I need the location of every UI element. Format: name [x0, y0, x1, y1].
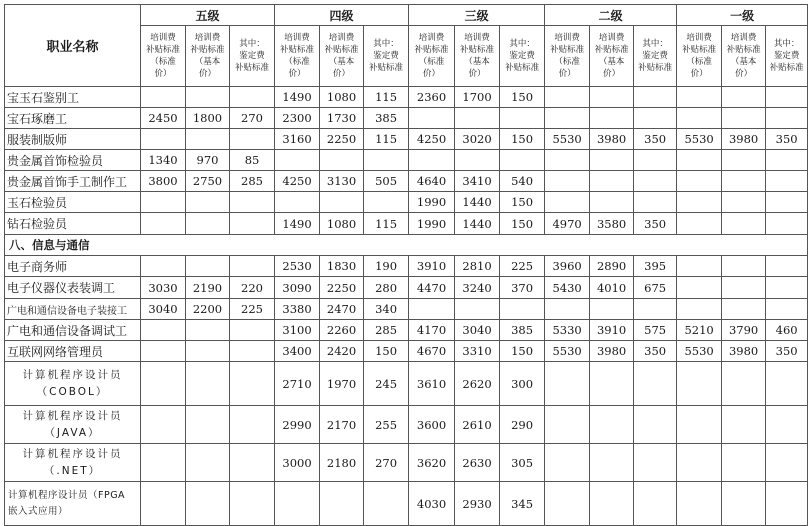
value-cell	[364, 192, 409, 213]
value-cell	[409, 108, 455, 129]
value-cell: 280	[364, 277, 409, 299]
value-cell: 150	[500, 213, 545, 235]
value-cell: 2190	[186, 277, 230, 299]
value-cell: 4250	[409, 129, 455, 150]
value-cell	[455, 108, 500, 129]
value-cell	[677, 171, 722, 192]
value-cell: 2620	[455, 362, 500, 406]
value-cell: 285	[364, 320, 409, 341]
value-cell: 395	[634, 256, 677, 277]
value-cell	[545, 150, 590, 171]
value-cell	[766, 213, 808, 235]
value-cell	[141, 320, 186, 341]
value-cell: 290	[500, 406, 545, 444]
value-cell	[230, 192, 275, 213]
value-cell: 2630	[455, 444, 500, 482]
table-row	[5, 171, 808, 192]
value-cell	[186, 362, 230, 406]
occupation-name: 计算机程序设计员 （COBOL）	[5, 362, 141, 406]
occupation-name: 广电和通信设备电子装接工	[5, 299, 141, 320]
table-row	[5, 87, 808, 108]
value-cell	[141, 213, 186, 235]
value-cell: 2200	[186, 299, 230, 320]
value-cell	[634, 299, 677, 320]
header-row-levels	[5, 5, 808, 26]
value-cell	[186, 444, 230, 482]
value-cell	[634, 87, 677, 108]
table-row	[5, 320, 808, 341]
value-cell: 5530	[677, 341, 722, 362]
value-cell	[141, 482, 186, 526]
value-cell	[766, 444, 808, 482]
value-cell	[634, 108, 677, 129]
value-cell: 2530	[275, 256, 320, 277]
value-cell	[275, 192, 320, 213]
value-cell	[634, 362, 677, 406]
value-cell	[545, 482, 590, 526]
value-cell	[141, 444, 186, 482]
value-cell: 3380	[275, 299, 320, 320]
value-cell: 1080	[320, 213, 364, 235]
value-cell	[590, 444, 634, 482]
occupation-name: 钻石检验员	[5, 213, 141, 235]
table-row	[5, 213, 808, 235]
value-cell	[455, 150, 500, 171]
value-cell: 2930	[455, 482, 500, 526]
value-cell: 1440	[455, 213, 500, 235]
level-header: 二级	[545, 5, 677, 26]
value-cell	[320, 192, 364, 213]
value-cell: 350	[766, 341, 808, 362]
value-cell: 5330	[545, 320, 590, 341]
value-cell: 115	[364, 129, 409, 150]
value-cell: 115	[364, 87, 409, 108]
subheader-cell: 培训费 补贴标准 （基本 价）	[455, 26, 500, 87]
value-cell: 1990	[409, 192, 455, 213]
subheader-cell: 培训费 补贴标准 （基本 价）	[320, 26, 364, 87]
value-cell: 970	[186, 150, 230, 171]
value-cell	[230, 362, 275, 406]
value-cell	[634, 150, 677, 171]
value-cell: 3160	[275, 129, 320, 150]
subheader-cell: 其中： 鉴定费 补贴标准	[766, 26, 808, 87]
value-cell: 2810	[455, 256, 500, 277]
value-cell: 3960	[545, 256, 590, 277]
table-row	[5, 299, 808, 320]
level-header: 五级	[141, 5, 275, 26]
value-cell	[590, 192, 634, 213]
value-cell	[364, 482, 409, 526]
value-cell: 115	[364, 213, 409, 235]
value-cell	[186, 129, 230, 150]
table-row	[5, 129, 808, 150]
value-cell	[766, 150, 808, 171]
value-cell: 3020	[455, 129, 500, 150]
value-cell	[766, 87, 808, 108]
value-cell	[722, 299, 766, 320]
value-cell: 3000	[275, 444, 320, 482]
value-cell	[766, 362, 808, 406]
value-cell	[722, 150, 766, 171]
value-cell: 350	[634, 129, 677, 150]
value-cell: 2890	[590, 256, 634, 277]
value-cell	[634, 444, 677, 482]
subheader-cell: 培训费 补贴标准 （标准 价）	[545, 26, 590, 87]
value-cell	[409, 299, 455, 320]
value-cell: 385	[500, 320, 545, 341]
value-cell	[677, 87, 722, 108]
value-cell: 5530	[545, 341, 590, 362]
occupation-name: 计算机程序设计员 （JAVA）	[5, 406, 141, 444]
occupation-name: 贵金属首饰检验员	[5, 150, 141, 171]
subheader-cell: 培训费 补贴标准 （基本 价）	[186, 26, 230, 87]
occupation-name: 宝玉石鉴别工	[5, 87, 141, 108]
subheader-cell: 其中： 鉴定费 补贴标准	[364, 26, 409, 87]
value-cell	[500, 299, 545, 320]
value-cell	[545, 171, 590, 192]
value-cell: 2710	[275, 362, 320, 406]
value-cell: 2990	[275, 406, 320, 444]
value-cell	[677, 150, 722, 171]
table-row	[5, 482, 808, 526]
value-cell	[677, 108, 722, 129]
value-cell: 350	[634, 341, 677, 362]
value-cell	[766, 171, 808, 192]
value-cell	[634, 482, 677, 526]
value-cell: 1080	[320, 87, 364, 108]
value-cell	[141, 256, 186, 277]
value-cell: 5530	[677, 129, 722, 150]
value-cell: 285	[230, 171, 275, 192]
subsidy-table	[4, 4, 808, 526]
table-row	[5, 108, 808, 129]
value-cell: 3980	[722, 129, 766, 150]
value-cell	[141, 362, 186, 406]
value-cell	[766, 256, 808, 277]
section-title: 八、信息与通信	[5, 235, 808, 256]
value-cell: 3400	[275, 341, 320, 362]
subheader-cell: 培训费 补贴标准 （标准 价）	[677, 26, 722, 87]
subheader-cell: 培训费 补贴标准 （基本 价）	[590, 26, 634, 87]
value-cell	[634, 171, 677, 192]
value-cell: 4250	[275, 171, 320, 192]
value-cell	[364, 150, 409, 171]
value-cell	[545, 444, 590, 482]
value-cell: 1990	[409, 213, 455, 235]
value-cell	[230, 406, 275, 444]
value-cell: 1490	[275, 87, 320, 108]
value-cell: 3090	[275, 277, 320, 299]
value-cell	[766, 406, 808, 444]
value-cell: 4640	[409, 171, 455, 192]
occupation-name: 广电和通信设备调试工	[5, 320, 141, 341]
value-cell: 3790	[722, 320, 766, 341]
value-cell: 190	[364, 256, 409, 277]
value-cell	[141, 129, 186, 150]
value-cell	[722, 444, 766, 482]
subheader-cell: 培训费 补贴标准 （基本 价）	[722, 26, 766, 87]
value-cell: 1830	[320, 256, 364, 277]
value-cell	[186, 406, 230, 444]
value-cell	[677, 406, 722, 444]
table-row	[5, 150, 808, 171]
value-cell: 460	[766, 320, 808, 341]
value-cell	[230, 341, 275, 362]
section-row	[5, 235, 808, 256]
value-cell: 575	[634, 320, 677, 341]
occupation-name: 计算机程序设计员 （.NET）	[5, 444, 141, 482]
value-cell: 150	[500, 192, 545, 213]
value-cell	[722, 87, 766, 108]
value-cell	[677, 444, 722, 482]
value-cell: 3620	[409, 444, 455, 482]
value-cell: 2250	[320, 277, 364, 299]
value-cell	[766, 192, 808, 213]
value-cell: 3410	[455, 171, 500, 192]
value-cell: 350	[766, 129, 808, 150]
value-cell: 2360	[409, 87, 455, 108]
value-cell: 5530	[545, 129, 590, 150]
value-cell: 3600	[409, 406, 455, 444]
value-cell: 2610	[455, 406, 500, 444]
value-cell: 1700	[455, 87, 500, 108]
value-cell	[275, 150, 320, 171]
value-cell: 220	[230, 277, 275, 299]
value-cell: 505	[364, 171, 409, 192]
value-cell	[590, 362, 634, 406]
value-cell	[722, 108, 766, 129]
level-header: 三级	[409, 5, 545, 26]
value-cell: 3240	[455, 277, 500, 299]
value-cell	[545, 192, 590, 213]
value-cell	[766, 482, 808, 526]
value-cell: 5430	[545, 277, 590, 299]
value-cell: 4670	[409, 341, 455, 362]
value-cell: 3980	[722, 341, 766, 362]
occupation-name: 计算机程序设计员（FPGA 嵌入式应用）	[5, 482, 141, 526]
value-cell	[186, 213, 230, 235]
value-cell: 3610	[409, 362, 455, 406]
value-cell: 4010	[590, 277, 634, 299]
value-cell: 3130	[320, 171, 364, 192]
value-cell	[141, 341, 186, 362]
value-cell: 3980	[590, 341, 634, 362]
subheader-cell: 其中： 鉴定费 补贴标准	[634, 26, 677, 87]
value-cell	[545, 108, 590, 129]
table-row	[5, 406, 808, 444]
value-cell: 305	[500, 444, 545, 482]
value-cell	[141, 87, 186, 108]
value-cell: 2180	[320, 444, 364, 482]
value-cell	[590, 87, 634, 108]
value-cell	[677, 362, 722, 406]
value-cell	[455, 299, 500, 320]
value-cell: 300	[500, 362, 545, 406]
occupation-name: 宝石琢磨工	[5, 108, 141, 129]
value-cell: 255	[364, 406, 409, 444]
value-cell: 225	[500, 256, 545, 277]
table-row	[5, 341, 808, 362]
value-cell	[722, 192, 766, 213]
value-cell	[186, 256, 230, 277]
level-header: 四级	[275, 5, 409, 26]
value-cell	[186, 341, 230, 362]
value-cell: 345	[500, 482, 545, 526]
level-header: 一级	[677, 5, 808, 26]
subheader-cell: 培训费 补贴标准 （标准 价）	[275, 26, 320, 87]
value-cell	[722, 256, 766, 277]
value-cell	[766, 277, 808, 299]
value-cell	[722, 171, 766, 192]
value-cell: 3040	[141, 299, 186, 320]
value-cell: 2300	[275, 108, 320, 129]
occupation-name: 服装制版师	[5, 129, 141, 150]
value-cell: 1440	[455, 192, 500, 213]
value-cell	[677, 277, 722, 299]
value-cell	[320, 150, 364, 171]
value-cell: 3980	[590, 129, 634, 150]
value-cell: 4970	[545, 213, 590, 235]
subheader-cell: 其中： 鉴定费 补贴标准	[230, 26, 275, 87]
value-cell: 150	[500, 341, 545, 362]
value-cell	[677, 299, 722, 320]
value-cell: 370	[500, 277, 545, 299]
value-cell	[186, 482, 230, 526]
subheader-cell: 培训费 补贴标准 （标准 价）	[409, 26, 455, 87]
table-row	[5, 256, 808, 277]
value-cell	[320, 482, 364, 526]
value-cell	[590, 406, 634, 444]
value-cell: 540	[500, 171, 545, 192]
value-cell: 225	[230, 299, 275, 320]
value-cell: 340	[364, 299, 409, 320]
value-cell: 675	[634, 277, 677, 299]
occupation-name: 贵金属首饰手工制作工	[5, 171, 141, 192]
table-row	[5, 444, 808, 482]
value-cell: 2450	[141, 108, 186, 129]
value-cell: 3910	[409, 256, 455, 277]
value-cell	[230, 213, 275, 235]
value-cell	[230, 320, 275, 341]
occupation-name: 电子商务师	[5, 256, 141, 277]
value-cell: 150	[500, 129, 545, 150]
value-cell	[677, 256, 722, 277]
occupation-name: 玉石检验员	[5, 192, 141, 213]
value-cell	[677, 213, 722, 235]
value-cell: 150	[500, 87, 545, 108]
value-cell: 3910	[590, 320, 634, 341]
value-cell	[545, 406, 590, 444]
value-cell	[230, 482, 275, 526]
value-cell: 1730	[320, 108, 364, 129]
value-cell: 4170	[409, 320, 455, 341]
value-cell: 2170	[320, 406, 364, 444]
value-cell: 270	[364, 444, 409, 482]
value-cell	[275, 482, 320, 526]
value-cell	[590, 150, 634, 171]
value-cell	[230, 87, 275, 108]
value-cell	[590, 171, 634, 192]
value-cell	[722, 362, 766, 406]
value-cell: 2470	[320, 299, 364, 320]
occupation-name: 电子仪器仪表装调工	[5, 277, 141, 299]
subheader-cell: 其中： 鉴定费 补贴标准	[500, 26, 545, 87]
value-cell	[766, 108, 808, 129]
value-cell	[500, 150, 545, 171]
value-cell: 2750	[186, 171, 230, 192]
value-cell: 150	[364, 341, 409, 362]
value-cell: 5210	[677, 320, 722, 341]
value-cell: 1490	[275, 213, 320, 235]
value-cell	[722, 277, 766, 299]
value-cell	[634, 192, 677, 213]
value-cell	[186, 87, 230, 108]
value-cell: 1970	[320, 362, 364, 406]
value-cell	[634, 406, 677, 444]
value-cell	[590, 482, 634, 526]
value-cell	[230, 444, 275, 482]
value-cell: 4470	[409, 277, 455, 299]
value-cell: 3040	[455, 320, 500, 341]
value-cell	[766, 299, 808, 320]
value-cell	[722, 406, 766, 444]
value-cell	[186, 192, 230, 213]
value-cell: 270	[230, 108, 275, 129]
value-cell	[590, 299, 634, 320]
value-cell	[141, 192, 186, 213]
value-cell: 3030	[141, 277, 186, 299]
occupation-name: 互联网网络管理员	[5, 341, 141, 362]
value-cell	[590, 108, 634, 129]
value-cell: 1340	[141, 150, 186, 171]
value-cell	[500, 108, 545, 129]
value-cell	[677, 482, 722, 526]
table-row	[5, 192, 808, 213]
value-cell	[722, 213, 766, 235]
value-cell: 2260	[320, 320, 364, 341]
value-cell	[677, 192, 722, 213]
table-row	[5, 277, 808, 299]
value-cell: 385	[364, 108, 409, 129]
value-cell: 3100	[275, 320, 320, 341]
table-row	[5, 362, 808, 406]
value-cell	[230, 129, 275, 150]
value-cell: 3580	[590, 213, 634, 235]
value-cell	[545, 87, 590, 108]
value-cell: 1800	[186, 108, 230, 129]
value-cell	[230, 256, 275, 277]
value-cell: 245	[364, 362, 409, 406]
value-cell	[545, 299, 590, 320]
value-cell	[545, 362, 590, 406]
value-cell	[409, 150, 455, 171]
value-cell: 3800	[141, 171, 186, 192]
value-cell: 2420	[320, 341, 364, 362]
value-cell	[722, 482, 766, 526]
value-cell: 4030	[409, 482, 455, 526]
subheader-cell: 培训费 补贴标准 （标准 价）	[141, 26, 186, 87]
value-cell: 2250	[320, 129, 364, 150]
value-cell	[141, 406, 186, 444]
value-cell: 85	[230, 150, 275, 171]
value-cell	[186, 320, 230, 341]
value-cell: 350	[634, 213, 677, 235]
occupation-header: 职业名称	[5, 5, 141, 87]
value-cell: 3310	[455, 341, 500, 362]
